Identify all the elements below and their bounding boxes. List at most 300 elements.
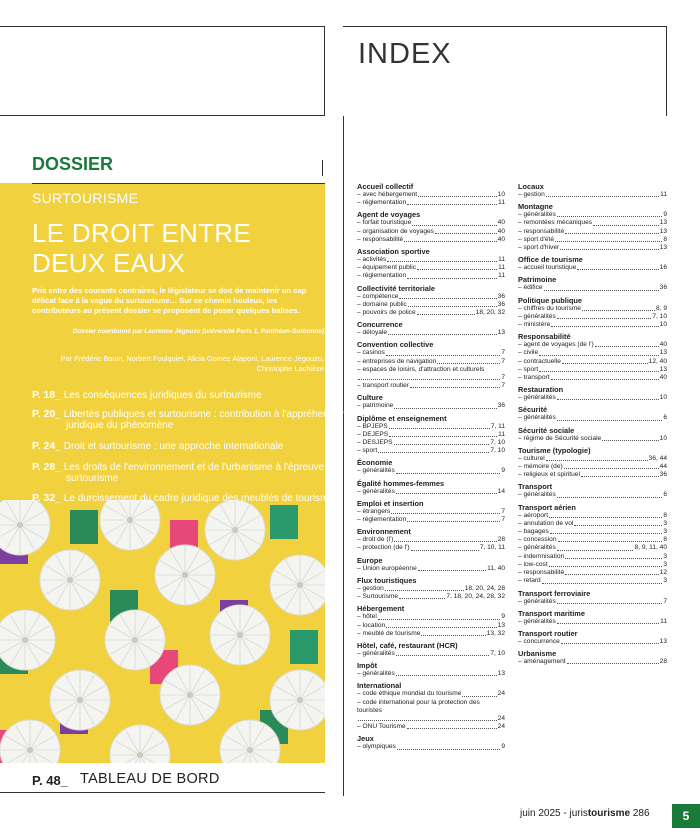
- index-entry: [518, 321, 667, 329]
- index-entry-pages: 11: [498, 272, 505, 280]
- index-leader: [567, 658, 659, 664]
- index-entry-pages: 7, 10: [490, 649, 505, 657]
- index-heading: Montagne: [518, 202, 553, 212]
- index-heading: Urbanisme: [518, 649, 557, 659]
- index-entry-label: – sport: [357, 447, 378, 455]
- index-leader: [417, 309, 475, 315]
- umbrella-icon: [0, 610, 55, 670]
- umbrella-icon: [100, 500, 160, 550]
- index-entry: [357, 382, 505, 390]
- index-entry: [357, 219, 505, 227]
- index-leader: [565, 228, 658, 234]
- index-entry: [518, 219, 667, 227]
- index-entry: [518, 414, 667, 422]
- index-entry-label: – DESJEPS: [357, 439, 393, 447]
- index-leader: [582, 305, 655, 311]
- toc-entry[interactable]: [32, 493, 356, 504]
- index-entry-pages: 16: [659, 264, 667, 272]
- umbrella-icon: [270, 670, 325, 730]
- index-entry: [518, 358, 667, 366]
- index-leader: [399, 593, 445, 599]
- index-leader: [546, 191, 659, 197]
- index-entry-label: – chiffres du tourisme: [518, 304, 581, 312]
- index-entry-pages: 36, 44: [648, 454, 667, 462]
- index-entry-label: – sport: [518, 365, 539, 373]
- index-entry: [518, 284, 667, 292]
- index-leader: [396, 670, 497, 676]
- index-entry-pages: 24: [497, 714, 505, 722]
- index-leader: [394, 402, 496, 408]
- index-entry-pages: 7, 10, 11: [479, 544, 505, 552]
- index-leader: [539, 349, 659, 355]
- index-heading: Transport: [518, 482, 553, 492]
- index-entry-label: – forfait touristique: [357, 219, 412, 227]
- index-entry-label: – responsabilité: [357, 235, 404, 243]
- index-entry-pages: 8: [663, 536, 667, 544]
- index-entry-pages: 36: [497, 300, 505, 308]
- index-heading: Office de tourisme: [518, 255, 583, 265]
- index-entry: [357, 329, 505, 337]
- index-heading: Responsabilité: [518, 332, 571, 342]
- index-leader: [557, 544, 634, 550]
- index-entry: [518, 528, 667, 536]
- index-column-2: [518, 182, 667, 666]
- index-entry-label: – généralités: [518, 597, 556, 605]
- index-entry-pages: 28: [497, 536, 505, 544]
- index-entry-pages: 11: [498, 256, 505, 264]
- index-entry: [518, 313, 667, 321]
- index-entry-pages: 7, 10: [490, 439, 505, 447]
- tableau-page: P. 48_: [32, 773, 68, 788]
- tableau-title[interactable]: TABLEAU DE BORD: [80, 771, 220, 787]
- index-heading: Transport routier: [518, 628, 578, 638]
- index-entry: [357, 670, 505, 678]
- toc-page: P. 20_: [32, 408, 62, 420]
- index-heading: Économie: [357, 458, 393, 468]
- dossier-authors: Par Frédéric Bouin, Norbert Foulquier, Alicia Gomez Alaponi, Laurence Jégouzo, Christophe Lachièze: [60, 354, 324, 373]
- index-entry-label: – réglementation: [357, 516, 407, 524]
- index-entry-pages: 36: [659, 471, 667, 479]
- index-entry-pages: 40: [497, 235, 505, 243]
- index-entry-label: – organisation de voyages: [357, 227, 434, 235]
- index-leader: [407, 723, 497, 729]
- index-entry-pages: 7: [501, 507, 505, 515]
- index-heading: Transport aérien: [518, 502, 576, 512]
- index-leader: [404, 236, 496, 242]
- toc-title: Droit et surtourisme : une approche internationale: [63, 441, 284, 452]
- index-entry: [357, 402, 505, 410]
- index-entry-label: – annulation de vol: [518, 519, 574, 527]
- index-entry-pages: 10: [497, 191, 505, 198]
- color-square: [290, 630, 318, 664]
- index-entry: [518, 244, 667, 252]
- index-entry-pages: 3: [663, 528, 667, 536]
- index-heading: Environnement: [357, 527, 411, 537]
- index-entry: [518, 349, 667, 357]
- index-leader: [378, 613, 501, 619]
- index-leader: [396, 650, 490, 656]
- umbrella-icon: [160, 665, 220, 725]
- toc-page: P. 32_: [32, 492, 62, 504]
- index-entry: [357, 199, 505, 207]
- index-entry-label: – généralités: [518, 491, 556, 499]
- index-entry: [357, 516, 505, 524]
- index-leader: [544, 284, 659, 290]
- index-entry-label: – Surtourisme: [357, 593, 399, 601]
- index-leader: [437, 358, 500, 364]
- index-entry-label: – équipement public: [357, 264, 417, 272]
- index-entry-label: – pouvoirs de police: [357, 309, 416, 317]
- index-entry-pages: 7, 10: [490, 447, 505, 455]
- index-leader: [549, 512, 662, 518]
- index-entry-pages: 11: [498, 264, 505, 272]
- index-entry: [357, 723, 505, 731]
- index-entry-label: – gestion: [357, 584, 384, 592]
- index-entry-pages: 11: [498, 199, 505, 207]
- index-entry-pages: 18, 20, 32: [475, 309, 505, 317]
- dossier-lede: Pris entre des courants contraires, le législateur se doit de maintenir un cap délicat face à la vague du surtourisme… Sur ce chemin houleux, les contributeurs au présent dossier se proposent de poser quelques balises.: [32, 286, 307, 315]
- index-entry-pages: 40: [659, 374, 667, 382]
- page-number: 5: [672, 804, 700, 828]
- index-leader: [564, 463, 659, 469]
- index-entry-pages: 3: [663, 519, 667, 527]
- index-entry-pages: 11: [660, 191, 667, 198]
- index-entry: [357, 264, 505, 272]
- toc-entry[interactable]: [32, 462, 356, 484]
- index-entry: [518, 577, 667, 585]
- umbrella-icon: [110, 725, 170, 763]
- index-leader: [557, 491, 663, 497]
- index-entry-pages: 7: [501, 349, 505, 357]
- toc-entry[interactable]: [32, 390, 322, 401]
- index-heading: Collectivité territoriale: [357, 283, 436, 293]
- index-leader: [549, 561, 663, 567]
- index-entry: [518, 305, 667, 313]
- index-entry: [518, 463, 667, 471]
- index-leader: [387, 256, 497, 262]
- index-entry: [357, 488, 505, 496]
- index-entry-label: – religieux et spirituel: [518, 471, 580, 479]
- index-entry: [357, 743, 505, 751]
- index-heading: Europe: [357, 555, 383, 565]
- index-leader: [418, 565, 486, 571]
- index-entry: [357, 358, 505, 366]
- index-entry: [357, 467, 505, 475]
- index-entry-label: – code international pour la protection des touristes: [357, 698, 480, 714]
- index-leader: [389, 431, 497, 437]
- index-entry-label: – généralités: [518, 544, 556, 552]
- index-entry: [357, 622, 505, 630]
- index-entry-label: – concurrence: [518, 637, 560, 645]
- index-leader: [399, 293, 496, 299]
- footer: [520, 808, 650, 819]
- dossier-rule: [322, 160, 323, 176]
- index-entry: [357, 293, 505, 301]
- dossier-label: DOSSIER: [32, 154, 114, 174]
- index-entry-pages: 40: [497, 219, 505, 227]
- index-entry-pages: 7: [501, 374, 505, 382]
- umbrella-icon: [0, 500, 50, 555]
- index-entry-pages: 10: [659, 394, 667, 402]
- index-entry-pages: 7: [501, 382, 505, 390]
- index-entry-pages: 3: [663, 560, 667, 568]
- index-entry: [357, 431, 505, 439]
- footer-brand-light: juris: [569, 808, 588, 819]
- index-entry-pages: 11, 40: [487, 564, 505, 572]
- top-blank-frame: [0, 26, 325, 116]
- index-entry-label: – casinos: [357, 349, 385, 357]
- index-leader: [421, 630, 485, 636]
- index-entry-label: – réglementation: [357, 272, 407, 280]
- index-entry-label: – droit de (l'): [357, 536, 394, 544]
- index-entry-pages: 3: [663, 577, 667, 585]
- index-entry-pages: 6: [663, 491, 667, 499]
- index-entry: [357, 650, 505, 658]
- index-heading: Restauration: [518, 385, 564, 395]
- index-entry-label: – réglementation: [357, 199, 407, 207]
- index-entry-label: – concession: [518, 536, 557, 544]
- index-entry-pages: 10: [659, 434, 667, 442]
- index-entry: [518, 236, 667, 244]
- index-entry-pages: 28: [659, 658, 667, 666]
- index-entry: [518, 638, 667, 646]
- index-leader: [394, 439, 490, 445]
- index-leader: [386, 622, 496, 628]
- index-entry: [518, 544, 667, 552]
- index-entry: [357, 585, 505, 593]
- index-entry-pages: 8: [663, 511, 667, 519]
- index-entry: [518, 228, 667, 236]
- index-entry-label: – généralités: [357, 649, 395, 657]
- index-column-1: [357, 182, 505, 752]
- index-entry-label: – meublé de tourisme: [357, 629, 421, 637]
- index-entry-label: – édifice: [518, 284, 543, 292]
- index-leader: [410, 382, 500, 388]
- index-entry-label: – domaine public: [357, 300, 407, 308]
- index-entry-label: – régime de Sécurité sociale: [518, 434, 602, 442]
- index-entry-pages: 13, 32: [486, 629, 505, 637]
- index-entry: [357, 544, 505, 552]
- index-leader: [565, 553, 662, 559]
- index-heading: Association sportive: [357, 247, 430, 257]
- toc-title: Libertés publiques et surtourisme : contribution à l'appréhension juridique du phénomène: [63, 409, 347, 431]
- index-leader: [581, 471, 659, 477]
- index-entry: [357, 236, 505, 244]
- index-leader: [389, 423, 490, 429]
- index-entry-label: – ministère: [518, 321, 551, 329]
- index-entry-pages: 40: [659, 341, 667, 349]
- index-leader: [386, 349, 500, 355]
- index-entry-pages: 8, 9, 11, 40: [634, 544, 667, 552]
- index-entry-label: – activités: [357, 256, 387, 264]
- index-entry-label: – responsabilité: [518, 569, 565, 577]
- index-heading: Diplôme et enseignement: [357, 413, 447, 423]
- index-entry-label: – généralités: [518, 312, 556, 320]
- index-heading: Accueil collectif: [357, 182, 414, 191]
- index-entry: [518, 435, 667, 443]
- index-entry-label: – généralités: [357, 487, 395, 495]
- umbrella-icon: [105, 610, 165, 670]
- index-entry-pages: 8: [663, 235, 667, 243]
- index-entry-pages: 12, 40: [648, 357, 667, 365]
- toc-page: P. 24_: [32, 440, 62, 452]
- index-entry: [357, 593, 505, 601]
- index-heading: Jeux: [357, 734, 374, 744]
- index-entry: [518, 264, 667, 272]
- index-entry-pages: 9: [501, 467, 505, 475]
- index-entry-pages: 11: [660, 617, 667, 625]
- index-leader: [435, 228, 497, 234]
- index-entry-label: – généralités: [518, 617, 556, 625]
- index-leader: [551, 321, 658, 327]
- index-entry-label: – hôtel: [357, 613, 377, 621]
- index-entry: [518, 374, 667, 382]
- index-entry-label: – ONU Tourisme: [357, 723, 406, 731]
- index-leader: [557, 394, 659, 400]
- index-entry-pages: 13: [659, 349, 667, 357]
- index-leader: [557, 211, 663, 217]
- index-entry-pages: 13: [497, 670, 505, 678]
- index-heading: Convention collective: [357, 340, 434, 350]
- index-entry-pages: 13: [497, 621, 505, 629]
- toc-entry[interactable]: [32, 441, 322, 452]
- index-leader: [557, 618, 659, 624]
- index-entry: [518, 569, 667, 577]
- index-leader: [396, 488, 497, 494]
- index-entry-label: – sport d'hiver: [518, 244, 560, 252]
- index-leader: [562, 358, 648, 364]
- index-entry-label: – retard: [518, 577, 541, 585]
- umbrella-icon: [0, 720, 60, 763]
- index-entry-label: – généralités: [357, 670, 395, 678]
- index-entry-pages: 9: [663, 211, 667, 219]
- index-entry-label: – aéroport: [518, 511, 549, 519]
- index-entry: [518, 512, 667, 520]
- index-entry-label: – entreprises de navigation: [357, 357, 437, 365]
- index-leader: [417, 264, 497, 270]
- index-leader: [407, 272, 497, 278]
- umbrella-icon: [40, 550, 100, 610]
- index-entry-pages: 13: [659, 244, 667, 252]
- index-entry-pages: 9: [501, 613, 505, 621]
- index-entry-label: – transport routier: [357, 382, 410, 390]
- index-heading: Emploi et insertion: [357, 498, 424, 508]
- index-entry-label: – location: [357, 621, 386, 629]
- index-entry: [518, 536, 667, 544]
- index-entry-label: – avec hébergement: [357, 191, 418, 198]
- index-entry-pages: 7, 18, 20, 24, 28, 32: [446, 593, 505, 601]
- index-entry: [357, 301, 505, 309]
- index-entry-pages: 7, 11: [490, 422, 505, 430]
- index-leader: [407, 516, 500, 522]
- index-entry-label: – espaces de loisirs, d'attraction et culturels: [357, 365, 485, 373]
- index-leader: [408, 301, 497, 307]
- index-entry: [357, 439, 505, 447]
- index-entry-label: – bagages: [518, 528, 549, 536]
- index-leader: [378, 447, 489, 453]
- toc-entry[interactable]: [32, 409, 356, 431]
- index-entry-pages: 40: [497, 227, 505, 235]
- index-entry-pages: 13: [659, 637, 667, 645]
- index-leader: [391, 508, 500, 514]
- index-entry-label: – compétence: [357, 292, 399, 300]
- index-entry-label: – BPJEPS: [357, 422, 388, 430]
- index-heading: Égalité hommes-femmes: [357, 478, 445, 488]
- index-leader: [397, 743, 500, 749]
- index-leader: [462, 690, 496, 696]
- index-leader: [595, 341, 659, 347]
- index-entry: [357, 536, 505, 544]
- dossier-coordination: Dossier coordonné par Laurence Jégouzo (université Paris 1, Panthéon-Sorbonne): [72, 328, 324, 335]
- color-square: [70, 510, 98, 544]
- umbrella-icon: [155, 545, 215, 605]
- index-entry-label: – responsabilité: [518, 227, 565, 235]
- index-heading: Impôt: [357, 661, 378, 671]
- index-entry: [518, 341, 667, 349]
- index-leader: [550, 528, 663, 534]
- index-entry-pages: 8, 9: [656, 304, 667, 312]
- index-entry-label: – low-cost: [518, 560, 548, 568]
- index-leader: [418, 191, 497, 197]
- index-leader: [388, 329, 497, 335]
- index-entry-label: – généralités: [357, 467, 395, 475]
- index-heading: Locaux: [518, 182, 544, 191]
- index-entry: [357, 690, 505, 698]
- index-entry-pages: 13: [659, 365, 667, 373]
- index-leader: [394, 536, 496, 542]
- index-entry-label: – DEJEPS: [357, 430, 389, 438]
- index-entry-label: – généralités: [518, 211, 556, 219]
- umbrella-photo: [0, 500, 325, 763]
- index-entry-label: – transport: [518, 374, 550, 382]
- index-entry-pages: 24: [497, 723, 505, 731]
- footer-issue: 286: [630, 808, 650, 819]
- index-entry-pages: 7: [501, 516, 505, 524]
- index-leader: [551, 374, 659, 380]
- index-leader: [577, 264, 658, 270]
- index-entry: [357, 309, 505, 317]
- index-entry-pages: 36: [659, 284, 667, 292]
- index-entry-pages: 9: [501, 743, 505, 751]
- index-entry-pages: 11: [498, 430, 505, 438]
- index-entry: [357, 508, 505, 516]
- index-entry: [518, 618, 667, 626]
- index-entry-pages: 24: [497, 690, 505, 698]
- index-entry-label: – code éthique mondial du tourisme: [357, 690, 462, 698]
- index-entry-label: – sport d'été: [518, 235, 555, 243]
- index-heading: Patrimoine: [518, 275, 557, 285]
- dossier-subtitle: SURTOURISME: [32, 190, 139, 206]
- index-entry: [357, 191, 505, 199]
- bottom-rule: [0, 792, 325, 793]
- dossier-top-rule: [32, 183, 325, 184]
- index-entry-label: – patrimoine: [357, 402, 394, 410]
- index-entry: [518, 455, 667, 463]
- index-entry-label: – olympiques: [357, 743, 396, 751]
- index-entry-label: – remontées mécaniques: [518, 219, 593, 227]
- index-entry: [357, 699, 505, 724]
- index-leader: [560, 244, 658, 250]
- footer-brand-bold: tourisme: [587, 808, 631, 819]
- index-entry: [518, 520, 667, 528]
- index-entry-label: – protection (de l'): [357, 544, 410, 552]
- index-entry: [357, 349, 505, 357]
- index-entry-label: – Union européenne: [357, 564, 417, 572]
- umbrella-icon: [210, 605, 270, 665]
- index-heading: Hôtel, café, restaurant (HCR): [357, 640, 458, 650]
- index-leader: [542, 577, 663, 583]
- index-entry-pages: 13: [659, 219, 667, 227]
